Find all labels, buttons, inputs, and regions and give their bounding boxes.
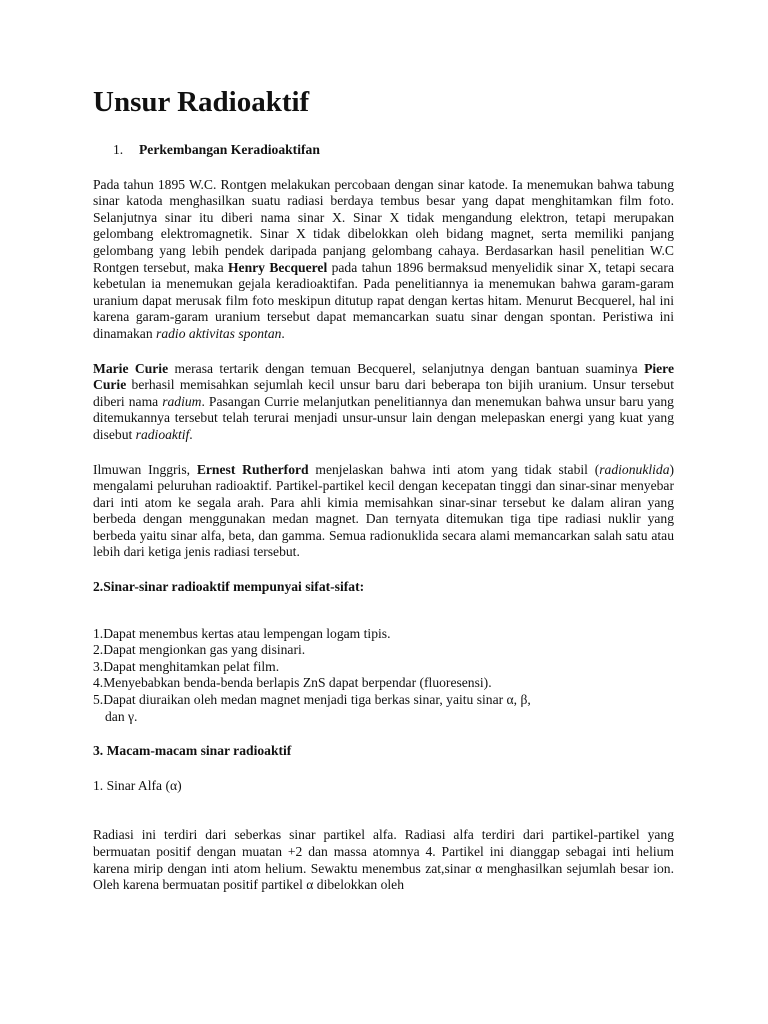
list-item-continuation: dan γ.	[105, 708, 138, 724]
term-radioaktif: radioaktif	[135, 426, 190, 442]
list-item: 2.Dapat mengionkan gas yang disinari.	[93, 642, 306, 658]
name-marie-curie: Marie Curie	[93, 360, 169, 376]
para2-text-4: .	[189, 426, 193, 442]
paragraph-rutherford	[93, 462, 674, 562]
list-item: 5.Dapat diuraikan oleh medan magnet menjadi tiga berkas sinar, yaitu sinar α, β,	[93, 692, 531, 708]
para3-text-1: Ilmuwan Inggris,	[93, 461, 197, 477]
properties-list	[93, 626, 674, 726]
para1-text-3: .	[281, 325, 285, 341]
para3-text-2: menjelaskan bahwa inti atom yang tidak stabil (	[308, 461, 600, 477]
document-content	[93, 84, 674, 894]
paragraph-curie	[93, 361, 674, 444]
name-piere-curie: Piere Curie	[93, 360, 674, 393]
para2-text-3: . Pasangan Currie melanjutkan penelitiannya dan menemukan bahwa unsur baru yang ditemukannya tersebut telah terurai menjadi unsur-unsur lain dengan melepaskan energi yang kuat yang disebut	[93, 393, 674, 442]
name-becquerel: Henry Becquerel	[227, 259, 328, 275]
page-title: Unsur Radioaktif	[93, 86, 310, 118]
section-2-heading: 2.Sinar-sinar radioaktif mempunyai sifat-sifat:	[93, 579, 365, 595]
list-item: 3.Dapat menghitamkan pelat film.	[93, 658, 280, 674]
section-1-title: Perkembangan Keradioaktifan	[139, 142, 320, 157]
list-item: 4.Menyebabkan benda-benda berlapis ZnS dapat berpendar (fluoresensi).	[93, 675, 492, 691]
para2-text-1: merasa tertarik dengan temuan Becquerel, selanjutnya dengan bantuan suaminya	[168, 360, 645, 376]
term-radio-aktivitas: radio aktivitas spontan	[156, 325, 282, 341]
section-3-heading: 3. Macam-macam sinar radioaktif	[93, 743, 292, 759]
para1-text-1: Pada tahun 1895 W.C. Rontgen melakukan percobaan dengan sinar katode. Ia menemukan bahwa tabung sinar katoda menghasilkan suatu radiasi berdaya tembus besar yang dapat menghitamkan film foto. Selanjutnya sinar itu diberi nama sinar X. Sinar X tidak mengandung elektron, tetapi merupakan gelombang elektromagnetik. Sinar X tidak dibelokkan oleh bidang magnet, serta memiliki panjang gelombang yang lebih pendek daripada panjang gelombang cahaya. Berdasarkan hasil penelitian W.C Rontgen tersebut, maka	[93, 176, 674, 275]
para2-text-2: berhasil memisahkan sejumlah kecil unsur baru dari beberapa ton bijih uranium. Unsur tersebut diberi nama	[93, 377, 674, 409]
para1-text-2: pada tahun 1896 bermaksud menyelidik sinar X, tetapi secara kebetulan ia menemukan gejala keradioaktifan. Pada penelitiannya ia menemukan bahwa garam-garam uranium dapat merusak film foto meskipun ditutup rapat dengan kertas hitam. Menurut Becquerel, hal ini karena garam-garam uranium tersebut dapat memancarkan suatu sinar dengan spontan. Peristiwa ini dinamakan	[93, 259, 674, 341]
paragraph-alfa: Radiasi ini terdiri dari seberkas sinar partikel alfa. Radiasi alfa terdiri dari partikel-partikel yang bermuatan positif dengan muatan +2 dan massa atomnya 4. Partikel ini dianggap sebagai inti helium karena mirip dengan inti atom helium. Sewaktu menembus zat,sinar α menghasilkan sejumlah besar ion. Oleh karena bermuatan positif partikel α dibelokkan oleh	[93, 827, 674, 893]
subsection-alfa-heading: 1. Sinar Alfa (α)	[93, 777, 182, 793]
section-1-number: 1.	[113, 142, 124, 157]
section-1-heading	[113, 142, 674, 159]
term-radium: radium	[162, 393, 202, 409]
term-radionuklida: radionuklida	[599, 461, 670, 477]
paragraph-rontgen-becquerel	[93, 177, 674, 343]
name-rutherford: Ernest Rutherford	[196, 461, 309, 477]
para3-text-3: ) mengalami peluruhan radioaktif. Partikel-partikel kecil dengan kecepatan tinggi dan sinar-sinar menyebar dari inti atom ke segala arah. Para ahli kimia memisahkan sinar-sinar tersebut ke dalam aliran yang berbeda dengan menggunakan medan magnet. Dan ternyata ditemukan tiga tipe radiasi nuklir yang berbeda yaitu sinar alfa, beta, dan gamma. Semua radionuklida secara alami memancarkan salah satu atau lebih dari ketiga jenis radiasi tersebut.	[93, 461, 675, 560]
list-item: 1.Dapat menembus kertas atau lempengan logam tipis.	[93, 625, 391, 641]
